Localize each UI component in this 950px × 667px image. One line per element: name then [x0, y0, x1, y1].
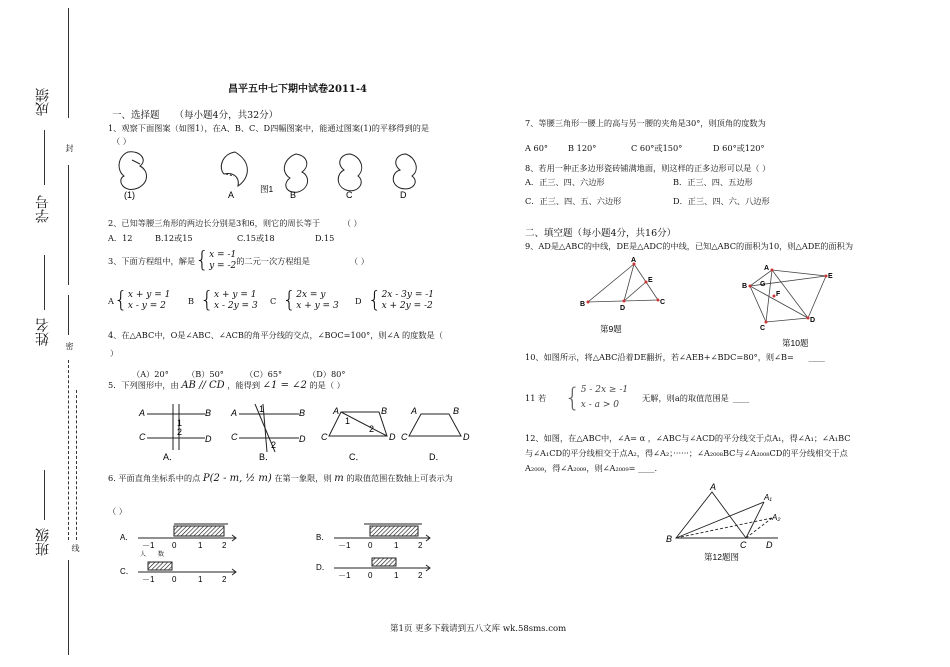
- svg-text:B: B: [381, 406, 388, 416]
- q12-blank: ____.: [638, 463, 658, 473]
- svg-text:A: A: [231, 408, 238, 418]
- q7-option-d: D 60°或120°: [713, 143, 765, 153]
- exam-title: 昌平五中七下期中试卷2011-4: [228, 84, 367, 95]
- q3-stem-b: 的二元一次方程组是: [236, 255, 310, 266]
- q6-label-d: D．: [316, 563, 330, 572]
- q11-text: [525, 383, 749, 413]
- q6-paren: （ ）: [108, 506, 127, 516]
- svg-text:1: 1: [259, 404, 265, 414]
- q12-label-c: C: [740, 540, 747, 550]
- q11-eq2: x - a > 0: [580, 400, 619, 410]
- q11-system: [581, 383, 628, 413]
- q2-option-b: B.12或15: [155, 233, 193, 243]
- fig9-label-a: A: [631, 257, 637, 264]
- svg-text:B: B: [453, 406, 460, 416]
- score-label: 成绩: [35, 88, 51, 116]
- q6-line-d: [334, 558, 430, 571]
- q3-solution: [209, 250, 236, 272]
- q6-line-b: [334, 524, 430, 541]
- q3-option-b: [188, 290, 258, 312]
- q8-option-b: B．正三、四、五边形: [673, 177, 753, 187]
- fig10-label-b: B: [742, 283, 748, 290]
- svg-text:D: D: [299, 434, 306, 444]
- q3-opt-c-eq1: 2x = y: [296, 290, 326, 300]
- q6-b-tick-4: 2: [418, 541, 423, 550]
- q4-option-a: （A）20°: [132, 369, 169, 379]
- q12-label-b: B: [666, 534, 673, 544]
- q3-opt-d-eq2: x + 2y = -2: [381, 301, 433, 311]
- q6-a-tick-2: 0: [172, 541, 177, 550]
- q7-option-a: A 60°: [525, 143, 549, 153]
- q6-stem-b: 在第一象限，则: [274, 473, 332, 483]
- svg-text:2: 2: [271, 440, 277, 450]
- q2-option-a: A．12: [108, 233, 133, 243]
- svg-text:C: C: [231, 432, 238, 442]
- leaf-pattern-1: [119, 152, 146, 190]
- q3-sol-y: y = -2: [209, 261, 237, 271]
- fig10-label-g: G: [760, 281, 766, 288]
- q3-opt-b-eq2: x - 2y = 3: [214, 301, 258, 311]
- q6-c-tick-2: 0: [172, 575, 177, 584]
- q6-b-tick-3: 1: [394, 541, 399, 550]
- svg-text:B: B: [299, 408, 306, 418]
- q6-number-lines: [118, 518, 438, 586]
- q3-option-c: [270, 290, 339, 312]
- q2-text: [108, 218, 362, 229]
- fig10-label-e: E: [828, 273, 833, 280]
- q7-text: 7、等腰三角形一腰上的高与另一腰的夹角是30°，则顶角的度数为: [525, 118, 766, 128]
- binding-line-class: [44, 470, 45, 520]
- svg-text:A: A: [411, 406, 418, 416]
- secret-mark: 密: [65, 342, 74, 350]
- seal-mark: 封: [65, 144, 74, 152]
- binding-line-bottom: [68, 560, 69, 655]
- q1-text: 1、观察下面图案（如图1），在A、B、C、D四幅图案中，能通过图案(1)的平移得到的是: [108, 123, 430, 133]
- q3-stem-a: 3、下面方程组中，解是: [108, 255, 196, 266]
- q4-text: 4、在△ABC中，O是∠ABC、∠ACB的角平分线的交点，∠BOC=100°，则∠A 的度数是（: [108, 330, 443, 340]
- leaf-pattern-b: [284, 154, 307, 192]
- student-no-label: 学号: [35, 195, 51, 223]
- q8-option-a: A．正三、四、六边形: [525, 177, 605, 187]
- q6-c-tick-1: －1: [142, 575, 155, 584]
- q6-label-a: A．: [120, 533, 134, 542]
- q3-opt-b-brace: {: [200, 288, 215, 313]
- q2-option-c: C.15或18: [237, 233, 275, 243]
- q3-opt-c-brace: {: [282, 288, 297, 313]
- binding-line-top: [68, 8, 69, 118]
- q8-option-c: C．正三、四、五、六边形: [525, 196, 622, 206]
- svg-text:2: 2: [369, 424, 375, 434]
- q8-option-d: D．正三、四、六、八边形: [673, 196, 770, 206]
- fig9-label-e: E: [648, 277, 653, 284]
- q6-a-tick-1: －1: [142, 541, 155, 550]
- q1-figure: [110, 148, 440, 200]
- q6-b-tick-2: 0: [368, 541, 373, 550]
- q5-conclusion: ∠1 = ∠2: [262, 380, 307, 391]
- line-mark: 线: [71, 544, 80, 552]
- q3-opt-a-label: A: [108, 296, 114, 306]
- q6-label-c: C．: [120, 567, 134, 576]
- fig10-label-d: D: [810, 317, 816, 324]
- section1-note: （每小题4分，共32分）: [174, 110, 279, 121]
- q1-paren: （ ）: [112, 136, 131, 146]
- q5-fig-d: [409, 414, 461, 436]
- q6-d-tick-3: 1: [394, 571, 399, 580]
- binding-margin: [0, 0, 90, 667]
- svg-text:1: 1: [177, 418, 183, 428]
- q1-label-c: C: [346, 190, 353, 200]
- q3-option-d: [355, 290, 434, 312]
- leaf-pattern-c: [338, 154, 361, 191]
- q6-d-tick-4: 2: [418, 571, 423, 580]
- q5-fig-b: [239, 404, 299, 452]
- q11-eq1: 5 - 2x ≥ -1: [580, 385, 629, 395]
- q11-stem-b: 无解，则a的取值范围是: [642, 392, 729, 403]
- fig9-label-b: B: [580, 301, 586, 308]
- q3-paren: （ ）: [349, 255, 369, 266]
- q3-opt-d-brace: {: [367, 288, 382, 313]
- binding-dash-2: [76, 390, 77, 540]
- section1-title: 一、选择题: [112, 110, 160, 121]
- q6-c-tick-3: 1: [198, 575, 203, 584]
- fig10-figure: [750, 270, 826, 322]
- fig9-label-d: D: [620, 305, 626, 312]
- svg-text:C: C: [321, 432, 328, 442]
- q4-text-end: ）: [110, 348, 119, 358]
- binding-line-3: [68, 295, 69, 335]
- q2-option-d: D.15: [315, 233, 335, 243]
- q2-paren: （ ）: [342, 218, 362, 228]
- q3-option-a: [108, 290, 170, 312]
- q6-d-tick-1: －1: [338, 571, 351, 580]
- q12-caption: 第12题图: [704, 552, 739, 562]
- name-label: 姓名: [35, 318, 51, 346]
- svg-text:D: D: [389, 432, 396, 442]
- q6-point: P(2 - m, ½ m): [202, 473, 272, 484]
- q3-sol-brace: {: [195, 248, 210, 273]
- q4-option-d: （D）80°: [308, 369, 346, 379]
- fig10-caption: 第10题: [782, 338, 809, 348]
- q4-option-b: （B）50°: [187, 369, 224, 379]
- q5-label-b: B．: [259, 452, 275, 462]
- q3-opt-a-brace: {: [113, 288, 128, 313]
- fig10-label-c: C: [760, 325, 766, 332]
- q5-stem-a: 5．下列图形中，由: [108, 380, 179, 390]
- q12-label-a: A: [710, 482, 717, 492]
- q10-text: [525, 352, 825, 363]
- q1-label-b: B: [290, 190, 297, 200]
- q6-c-extra-2: 数: [158, 552, 165, 558]
- binding-line-2: [68, 165, 69, 285]
- fig10-label-a: A: [764, 265, 770, 272]
- q5-label-d: D．: [429, 452, 445, 462]
- q6-text: [108, 473, 453, 484]
- svg-text:C: C: [401, 432, 408, 442]
- q10-stem: 10、如图所示，将△ABC沿着DE翻折，若∠AEB+∠BDC=80°，则∠B=: [525, 352, 794, 362]
- q8-text: 8、若用一种正多边形瓷砖铺满地面，则这样的正多边形可以是（ ）: [525, 163, 771, 173]
- q12-label-d: D: [766, 540, 773, 550]
- fig9-label-c: C: [660, 299, 666, 306]
- q6-a-tick-3: 1: [198, 541, 203, 550]
- q12-line3-text: A₂₀₀₉，得∠A₂₀₀₉，则∠A₂₀₀₉=: [525, 463, 636, 473]
- svg-text:B: B: [205, 408, 212, 418]
- q5-label-a: A．: [163, 452, 179, 462]
- q12-label-a2: A₂: [772, 513, 781, 522]
- q5-condition: AB // CD: [181, 380, 225, 391]
- class-label: 班级: [35, 528, 51, 556]
- q11-brace: {: [564, 383, 581, 413]
- q6-a-tick-4: 2: [222, 541, 227, 550]
- q1-label-1: (1): [124, 190, 135, 200]
- q6-line-a: [138, 524, 236, 541]
- q5-figures: [135, 402, 475, 462]
- q7-option-c: C 60°或150°: [631, 143, 683, 153]
- q3-opt-d-label: D: [355, 296, 362, 306]
- q12-figure: [660, 482, 790, 564]
- page-footer: 第1页 更多下载请到五八文库 wk.58sms.com: [390, 624, 567, 634]
- section2-title: 二、填空题（每小题4分，共16分）: [525, 228, 677, 239]
- binding-line-no: [44, 130, 45, 185]
- svg-text:2: 2: [177, 427, 183, 437]
- q12-line3: [525, 463, 657, 474]
- q3-text: [108, 250, 369, 272]
- svg-text:C: C: [139, 432, 146, 442]
- q3-opt-c-eq2: x + y = 3: [296, 301, 339, 311]
- q2-stem: 2、已知等腰三角形的两边长分别是3和6，则它的周长等于: [108, 218, 321, 228]
- q6-b-tick-1: －1: [338, 541, 351, 550]
- q1-label-a: A: [228, 190, 235, 200]
- q3-opt-b-eq1: x + y = 1: [214, 290, 257, 300]
- fig9-caption: 第9题: [600, 324, 622, 334]
- q12-line2: 与∠A₁CD的平分线相交于点A₂，得∠A₂；······；∠A₂₀₀₈BC与∠A₂₀₀₈CD的平分线相交于点: [525, 448, 848, 458]
- section1-heading: [112, 107, 278, 121]
- q3-opt-c-label: C: [270, 296, 277, 306]
- q6-d-tick-2: 0: [368, 571, 373, 580]
- q7-option-b: B 120°: [568, 143, 597, 153]
- q5-stem-b: ，能得到: [227, 380, 261, 390]
- fig10-points: [749, 269, 828, 324]
- q5-stem-c: 的是（ ）: [309, 380, 345, 390]
- q6-var: m: [334, 473, 344, 484]
- q12-lines: [676, 492, 781, 538]
- q12-line1: 12、如图，在△ABC中，∠A= α ，∠ABC与∠ACD的平分线交于点A₁，得∠A₁；∠A₁BC: [525, 433, 851, 443]
- q3-sol-x: x = -1: [209, 250, 237, 260]
- q1-fig-caption: 图1: [260, 184, 274, 194]
- q12-label-a1: A₁: [764, 493, 772, 502]
- q3-opt-a-eq2: x - y = 2: [127, 301, 166, 311]
- q1-label-d: D: [400, 190, 407, 200]
- leaf-pattern-a: [221, 152, 247, 186]
- q5-fig-a: [147, 404, 205, 450]
- q3-opt-d-eq1: 2x - 3y = -1: [381, 290, 434, 300]
- q6-label-b: B．: [316, 533, 330, 542]
- q9-text: 9、AD是△ABC的中线，DE是△ADC的中线，已知△ABC的面积为10，则△ADE的面积为: [525, 241, 854, 251]
- q11-blank: ____: [732, 393, 750, 403]
- q11-stem-a: 11 若: [525, 392, 547, 403]
- q3-opt-a-eq1: x + y = 1: [127, 290, 171, 300]
- q5-label-c: C．: [349, 452, 365, 462]
- q6-line-c: [138, 562, 236, 575]
- svg-text:D: D: [205, 434, 212, 444]
- svg-text:A: A: [333, 406, 340, 416]
- svg-text:A: A: [139, 408, 146, 418]
- q6-c-tick-4: 2: [222, 575, 227, 584]
- svg-text:D: D: [463, 432, 470, 442]
- fig10-label-f: F: [776, 291, 781, 298]
- binding-dash-1: [68, 360, 69, 540]
- q6-stem-a: 6. 平面直角坐标系中的点: [108, 473, 201, 483]
- q3-opt-b-label: B: [188, 296, 195, 306]
- q5-text: [108, 380, 345, 391]
- svg-text:1: 1: [345, 416, 351, 426]
- leaf-pattern-d: [393, 154, 416, 189]
- q6-c-extra-1: 人: [140, 552, 147, 558]
- q6-stem-c: 的取值范围在数轴上可表示为: [346, 473, 453, 483]
- q10-blank: ____: [808, 352, 825, 362]
- q4-option-c: （C）65°: [245, 369, 283, 379]
- q9-q10-figures: [578, 256, 848, 348]
- binding-line-name: [44, 255, 45, 310]
